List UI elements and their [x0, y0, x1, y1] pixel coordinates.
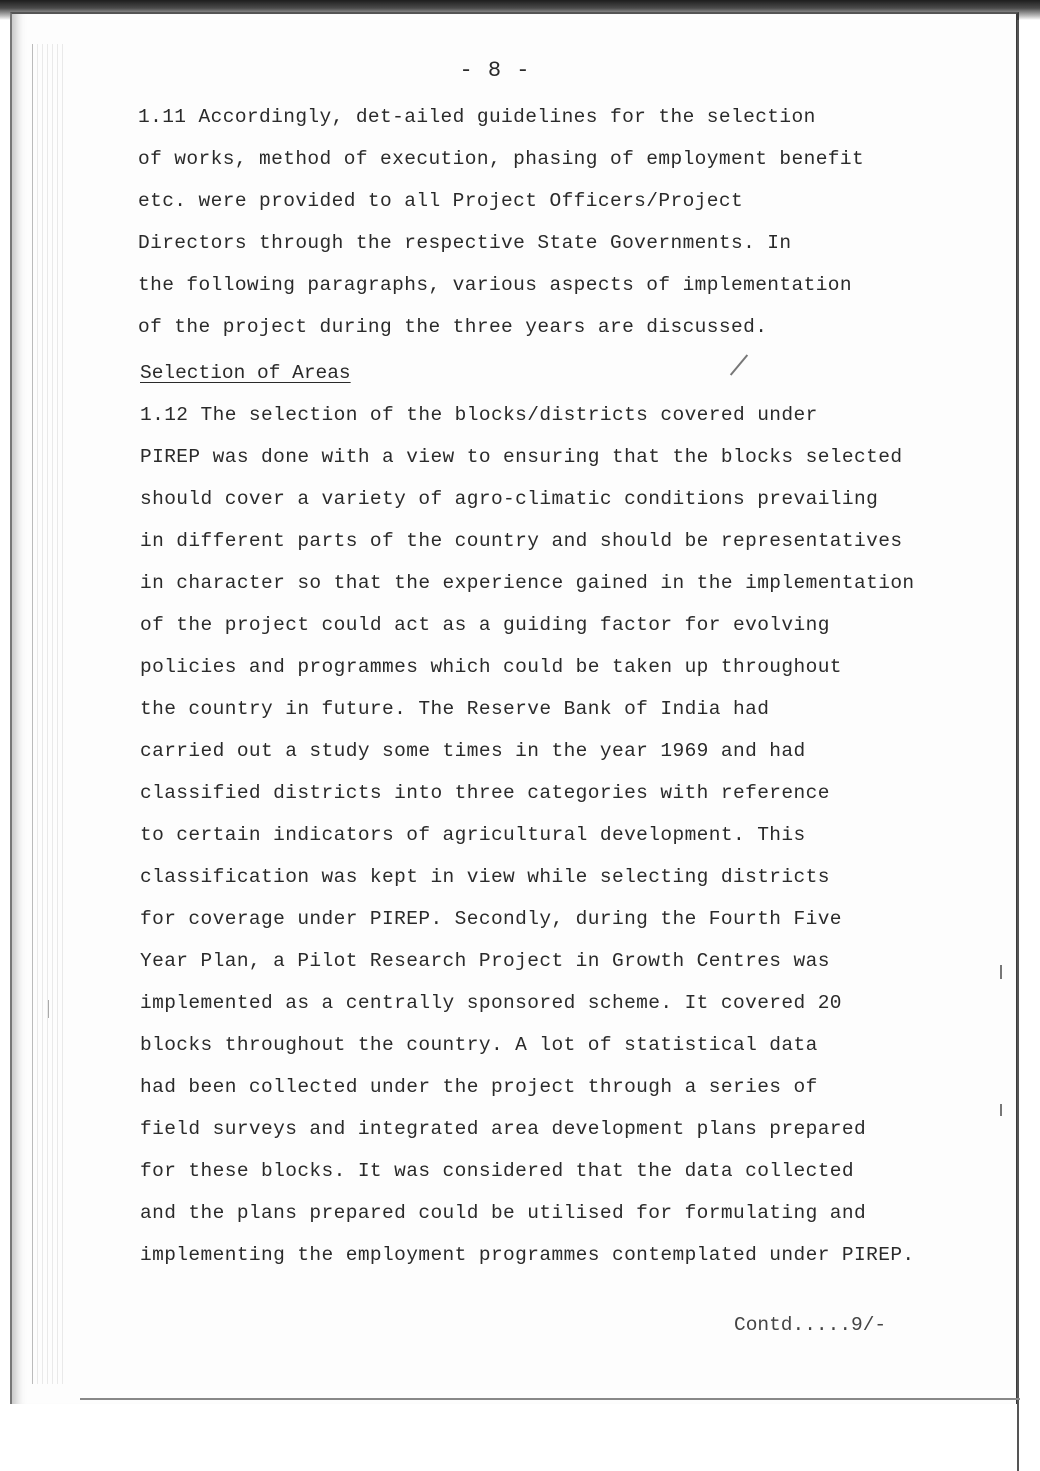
- paragraph-line: etc. were provided to all Project Officers/Project: [138, 190, 744, 212]
- scan-speck: [1000, 965, 1002, 979]
- page-number: - 8 -: [459, 58, 531, 83]
- paragraph-line: had been collected under the project through a series of: [140, 1076, 818, 1098]
- scan-right-edge: [1017, 20, 1019, 1471]
- paragraph-line: in different parts of the country and should be representatives: [140, 530, 903, 552]
- paragraph-line: for these blocks. It was considered that the data collected: [140, 1160, 855, 1182]
- paragraph-line: should cover a variety of agro-climatic conditions prevailing: [140, 488, 879, 510]
- paragraph-line: classified districts into three categories with reference: [140, 782, 830, 804]
- page-bottom-edge: [80, 1398, 1020, 1400]
- paragraph-line: PIREP was done with a view to ensuring that the blocks selected: [140, 446, 903, 468]
- paragraph-line: field surveys and integrated area development plans prepared: [140, 1118, 867, 1140]
- paragraph-line: implemented as a centrally sponsored scheme. It covered 20: [140, 992, 842, 1014]
- paragraph-line: in character so that the experience gained in the implementation: [140, 572, 915, 594]
- paragraph-line: of the project during the three years are discussed.: [138, 316, 768, 338]
- scan-speck: [48, 1000, 49, 1018]
- paragraph-line: the following paragraphs, various aspects of implementation: [138, 274, 853, 296]
- paragraph-line: the country in future. The Reserve Bank of India had: [140, 698, 770, 720]
- paragraph-line: carried out a study some times in the year 1969 and had: [140, 740, 806, 762]
- scan-speck: [1000, 1104, 1002, 1116]
- paragraph-line: of the project could act as a guiding factor for evolving: [140, 614, 830, 636]
- paragraph-line: blocks throughout the country. A lot of statistical data: [140, 1034, 818, 1056]
- page-stack-edge: [32, 44, 63, 1384]
- paragraph-line: 1.11 Accordingly, det-ailed guidelines for the selection: [138, 106, 816, 128]
- continuation-note: Contd.....9/-: [734, 1314, 887, 1336]
- paragraph-line: policies and programmes which could be taken up throughout: [140, 656, 842, 678]
- paragraph-line: and the plans prepared could be utilised for formulating and: [140, 1202, 867, 1224]
- paragraph-line: classification was kept in view while selecting districts: [140, 866, 830, 888]
- section-heading: Selection of Areas: [140, 362, 351, 384]
- paragraph-line: to certain indicators of agricultural development. This: [140, 824, 806, 846]
- paragraph-line: of works, method of execution, phasing of employment benefit: [138, 148, 865, 170]
- paragraph-line: Year Plan, a Pilot Research Project in Growth Centres was: [140, 950, 830, 972]
- paragraph-line: implementing the employment programmes contemplated under PIREP.: [140, 1244, 915, 1266]
- paragraph-line: 1.12 The selection of the blocks/districts covered under: [140, 404, 818, 426]
- paragraph-line: for coverage under PIREP. Secondly, during the Fourth Five: [140, 908, 842, 930]
- paragraph-line: Directors through the respective State Governments. In: [138, 232, 792, 254]
